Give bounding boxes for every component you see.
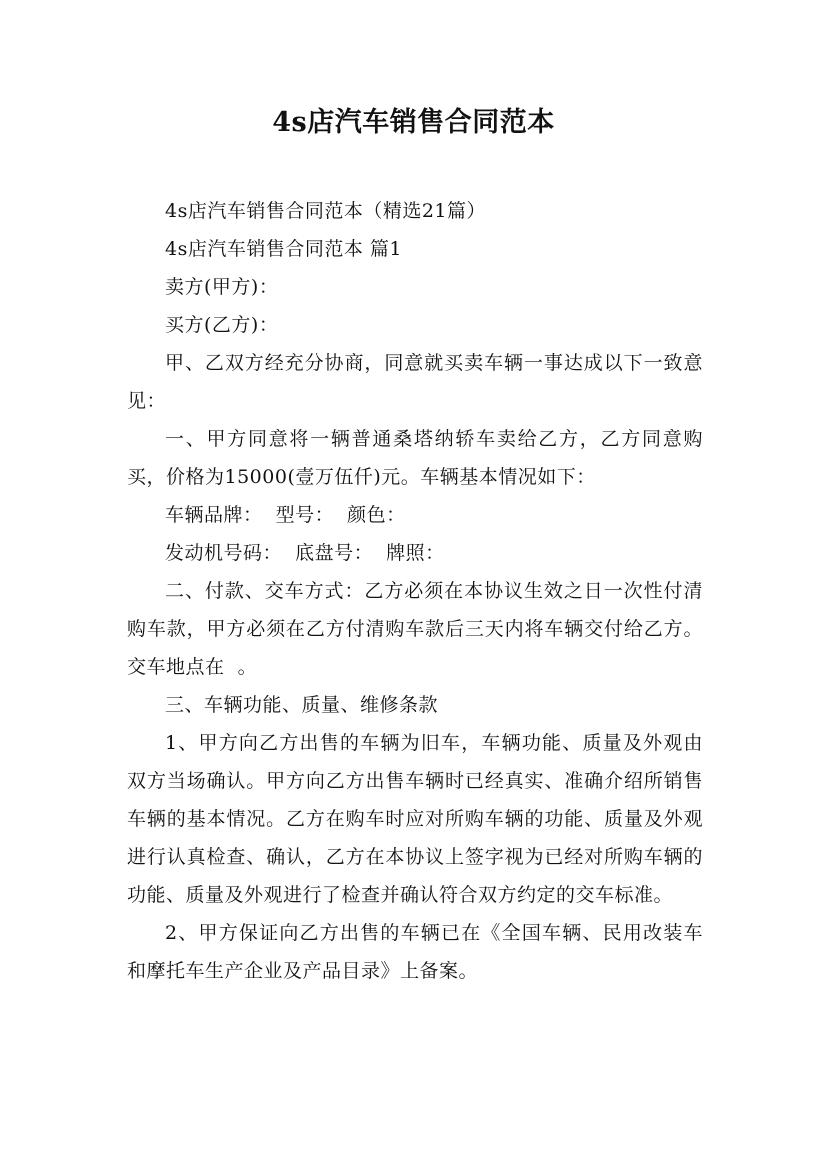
paragraph-seller: 卖方(甲方)： [165,276,279,298]
document-title: 4s店汽车销售合同范本 [272,107,555,138]
paragraph-engine-number: 发动机号码： 底盘号： 牌照： [165,542,445,564]
paragraph-buyer: 买方(乙方)： [165,314,279,336]
paragraph-agreement-intro: 甲、乙双方经充分协商，同意就买卖车辆一事达成以下一致意见： [127,352,703,412]
paragraph-clause-3-item-1: 1、甲方向乙方出售的车辆为旧车，车辆功能、质量及外观由双方当场确认。甲方向乙方出售车辆时已经真实、准确介绍所销售车辆的基本情况。乙方在购车时应对所购车辆的功能、质量及外观进行认真检查、确认，乙方在本协议上签字视为已经对所购车辆的功能、质量及外观进行了检查并确认符合双方约定的交车标准。 [127,732,703,906]
paragraph-clause-2: 二、付款、交车方式：乙方必须在本协议生效之日一次性付清购车款，甲方必须在乙方付清购车款后三天内将车辆交付给乙方。交车地点在 。 [127,580,703,678]
paragraph-clause-3-heading: 三、车辆功能、质量、维修条款 [165,694,439,716]
document-body [127,192,703,990]
paragraph-clause-1: 一、甲方同意将一辆普通桑塔纳轿车卖给乙方，乙方同意购买，价格为15000(壹万伍仟)元。车辆基本情况如下： [127,428,703,488]
paragraph-clause-3-item-2: 2、甲方保证向乙方出售的车辆已在《全国车辆、民用改装车和摩托车生产企业及产品目录》上备案。 [127,922,703,982]
paragraph-subtitle: 4s店汽车销售合同范本（精选21篇） [165,200,487,222]
paragraph-section-heading: 4s店汽车销售合同范本 篇1 [165,238,402,260]
paragraph-vehicle-brand: 车辆品牌： 型号： 颜色： [165,504,406,526]
